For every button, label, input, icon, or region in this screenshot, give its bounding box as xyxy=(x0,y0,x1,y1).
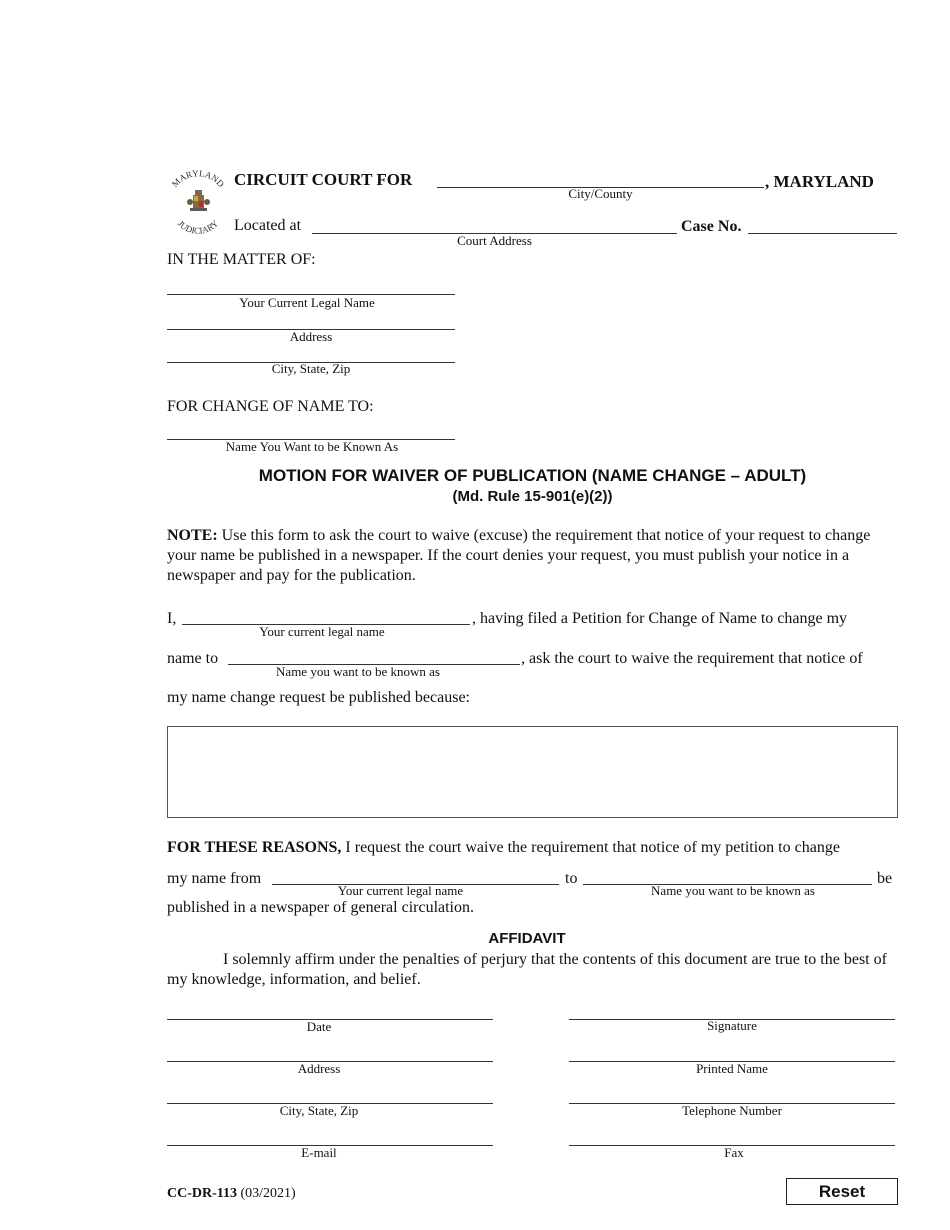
coat-of-arms-icon xyxy=(187,190,210,211)
affiant-city-state-zip-caption: City, State, Zip xyxy=(279,1103,359,1118)
note-label: NOTE: xyxy=(167,527,218,544)
ask-court-text: , ask the court to waive the requirement that notice of xyxy=(521,650,863,667)
maryland-judiciary-seal xyxy=(166,168,230,240)
svg-text:JUDICIARY xyxy=(176,218,221,236)
published-text: published in a newspaper of general circulation. xyxy=(167,899,474,916)
note-paragraph xyxy=(167,526,898,586)
seal-bottom-text: JUDICIARY xyxy=(175,218,221,236)
affiant-address-caption: Address xyxy=(297,1061,341,1076)
form-rule: (Md. Rule 15-901(e)(2)) xyxy=(452,488,613,505)
case-no-field[interactable] xyxy=(748,233,897,234)
having-filed-text: , having filed a Petition for Change of Name to change my xyxy=(472,610,848,627)
reasons-label: FOR THESE REASONS, xyxy=(167,839,342,856)
my-name-from-label: my name from xyxy=(167,870,262,887)
i-label: I, xyxy=(167,610,177,627)
in-matter-label: IN THE MATTER OF: xyxy=(167,251,316,268)
fax-caption: Fax xyxy=(724,1145,744,1160)
email-caption: E-mail xyxy=(301,1145,337,1160)
reset-button[interactable]: Reset xyxy=(786,1178,898,1205)
maryland-label: , MARYLAND xyxy=(765,172,874,191)
because-text: my name change request be published because: xyxy=(167,689,470,706)
date-caption: Date xyxy=(306,1019,332,1034)
new-name-caption: Name You Want to be Known As xyxy=(225,439,399,454)
current-legal-name-caption: Your Current Legal Name xyxy=(239,295,375,310)
to-label: to xyxy=(565,870,578,887)
be-label: be xyxy=(877,870,893,887)
circuit-court-label: CIRCUIT COURT FOR xyxy=(234,170,413,189)
seal-top-text: MARYLAND xyxy=(169,168,227,189)
case-no-label: Case No. xyxy=(681,218,742,235)
form-id xyxy=(167,1186,296,1202)
matter-city-state-zip-caption: City, State, Zip xyxy=(271,361,351,376)
reasons-current-name-caption: Your current legal name xyxy=(337,883,464,898)
telephone-caption: Telephone Number xyxy=(682,1103,782,1118)
note-text: Use this form to ask the court to waive (excuse) the requirement that notice of your request to change your name be published in a newspaper. If the court denies your request, you must publish your notice in a newspaper and pay for the publication. xyxy=(167,527,871,584)
court-address-caption: Court Address xyxy=(457,233,532,248)
city-county-caption: City/County xyxy=(568,186,633,201)
svg-text:MARYLAND xyxy=(170,168,227,189)
matter-address-caption: Address xyxy=(289,329,333,344)
reasons-new-name-caption: Name you want to be known as xyxy=(651,883,815,898)
reasons-text: I request the court waive the requirement that notice of my petition to change xyxy=(341,839,840,856)
affidavit-heading: AFFIDAVIT xyxy=(488,930,566,947)
affidavit-text: I solemnly affirm under the penalties of perjury that the contents of this document are true to the best of my knowledge, information, and belief. xyxy=(167,951,887,988)
form-id-code: CC-DR-113 xyxy=(167,1186,237,1201)
printed-name-caption: Printed Name xyxy=(696,1061,768,1076)
reasons-paragraph xyxy=(167,839,840,857)
reason-textarea[interactable] xyxy=(167,726,898,818)
signature-caption: Signature xyxy=(707,1018,757,1033)
located-at-label: Located at xyxy=(234,217,302,234)
change-of-name-label: FOR CHANGE OF NAME TO: xyxy=(167,398,374,415)
form-id-date: (03/2021) xyxy=(237,1186,296,1201)
form-title: MOTION FOR WAIVER OF PUBLICATION (NAME CHANGE – ADULT) xyxy=(258,466,807,485)
statement-new-name-caption: Name you want to be known as xyxy=(276,664,440,679)
statement-current-name-caption: Your current legal name xyxy=(259,624,385,639)
name-to-label: name to xyxy=(167,650,219,667)
